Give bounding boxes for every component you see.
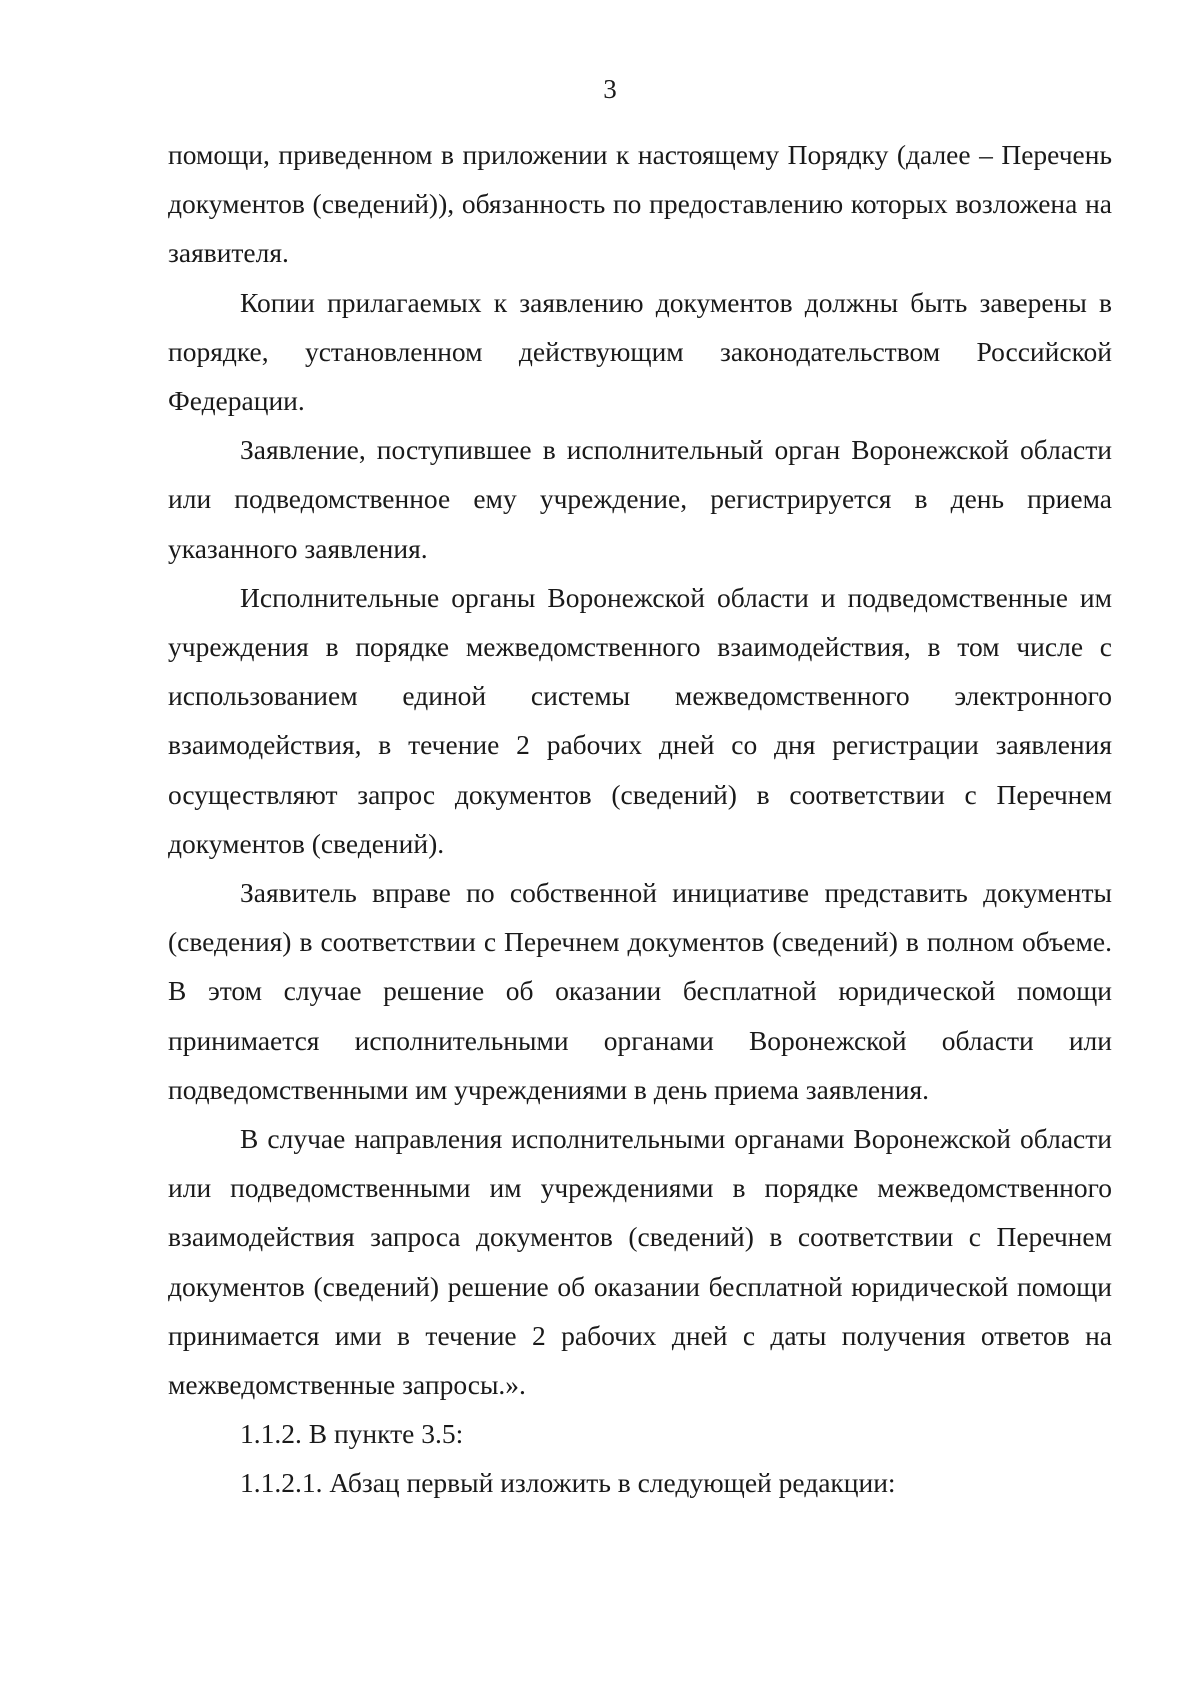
- paragraph-copies: Копии прилагаемых к заявлению документов должны быть заверены в порядке, установленном действующим законодательством Российской Федерации.: [168, 286, 1112, 417]
- paragraph-item-1-1-2: 1.1.2. В пункте 3.5:: [240, 1418, 464, 1450]
- paragraph-applicant-right: Заявитель вправе по собственной инициативе представить документы (сведения) в соответствии с Перечнем документов (сведений) в полном объеме. В этом случае решение об оказании бесплатной юридической помощи принимается исполнительными органами Воронежской области или подведомственными им учреждениями в день приема заявления.: [168, 877, 1112, 1105]
- paragraph-decision-term: В случае направления исполнительными органами Воронежской области или подведомственными им учреждениями в порядке межведомственного взаимодействия запроса документов (сведений) в соответствии с Перечнем документов (сведений) решение об оказании бесплатной юридической помощи принимается ими в течение 2 рабочих дней с даты получения ответов на межведомственные запросы.».: [168, 1123, 1112, 1401]
- paragraph-item-1-1-2-1: 1.1.2.1. Абзац первый изложить в следующей редакции:: [240, 1467, 896, 1499]
- page-number: 3: [603, 74, 617, 104]
- document-body: [168, 130, 1112, 1508]
- paragraph-continuation: помощи, приведенном в приложении к настоящему Порядку (далее – Перечень документов (сведений)), обязанность по предоставлению которых возложена на заявителя.: [168, 139, 1112, 269]
- paragraph-interagency-request: Исполнительные органы Воронежской области и подведомственные им учреждения в порядке межведомственного взаимодействия, в том числе с использованием единой системы межведомственного электронного взаимодействия, в течение 2 рабочих дней со дня регистрации заявления осуществляют запрос документов (сведений) в соответствии с Перечнем документов (сведений).: [168, 581, 1112, 859]
- paragraph-registration: Заявление, поступившее в исполнительный орган Воронежской области или подведомственное ему учреждение, регистрируется в день приема указанного заявления.: [168, 434, 1112, 564]
